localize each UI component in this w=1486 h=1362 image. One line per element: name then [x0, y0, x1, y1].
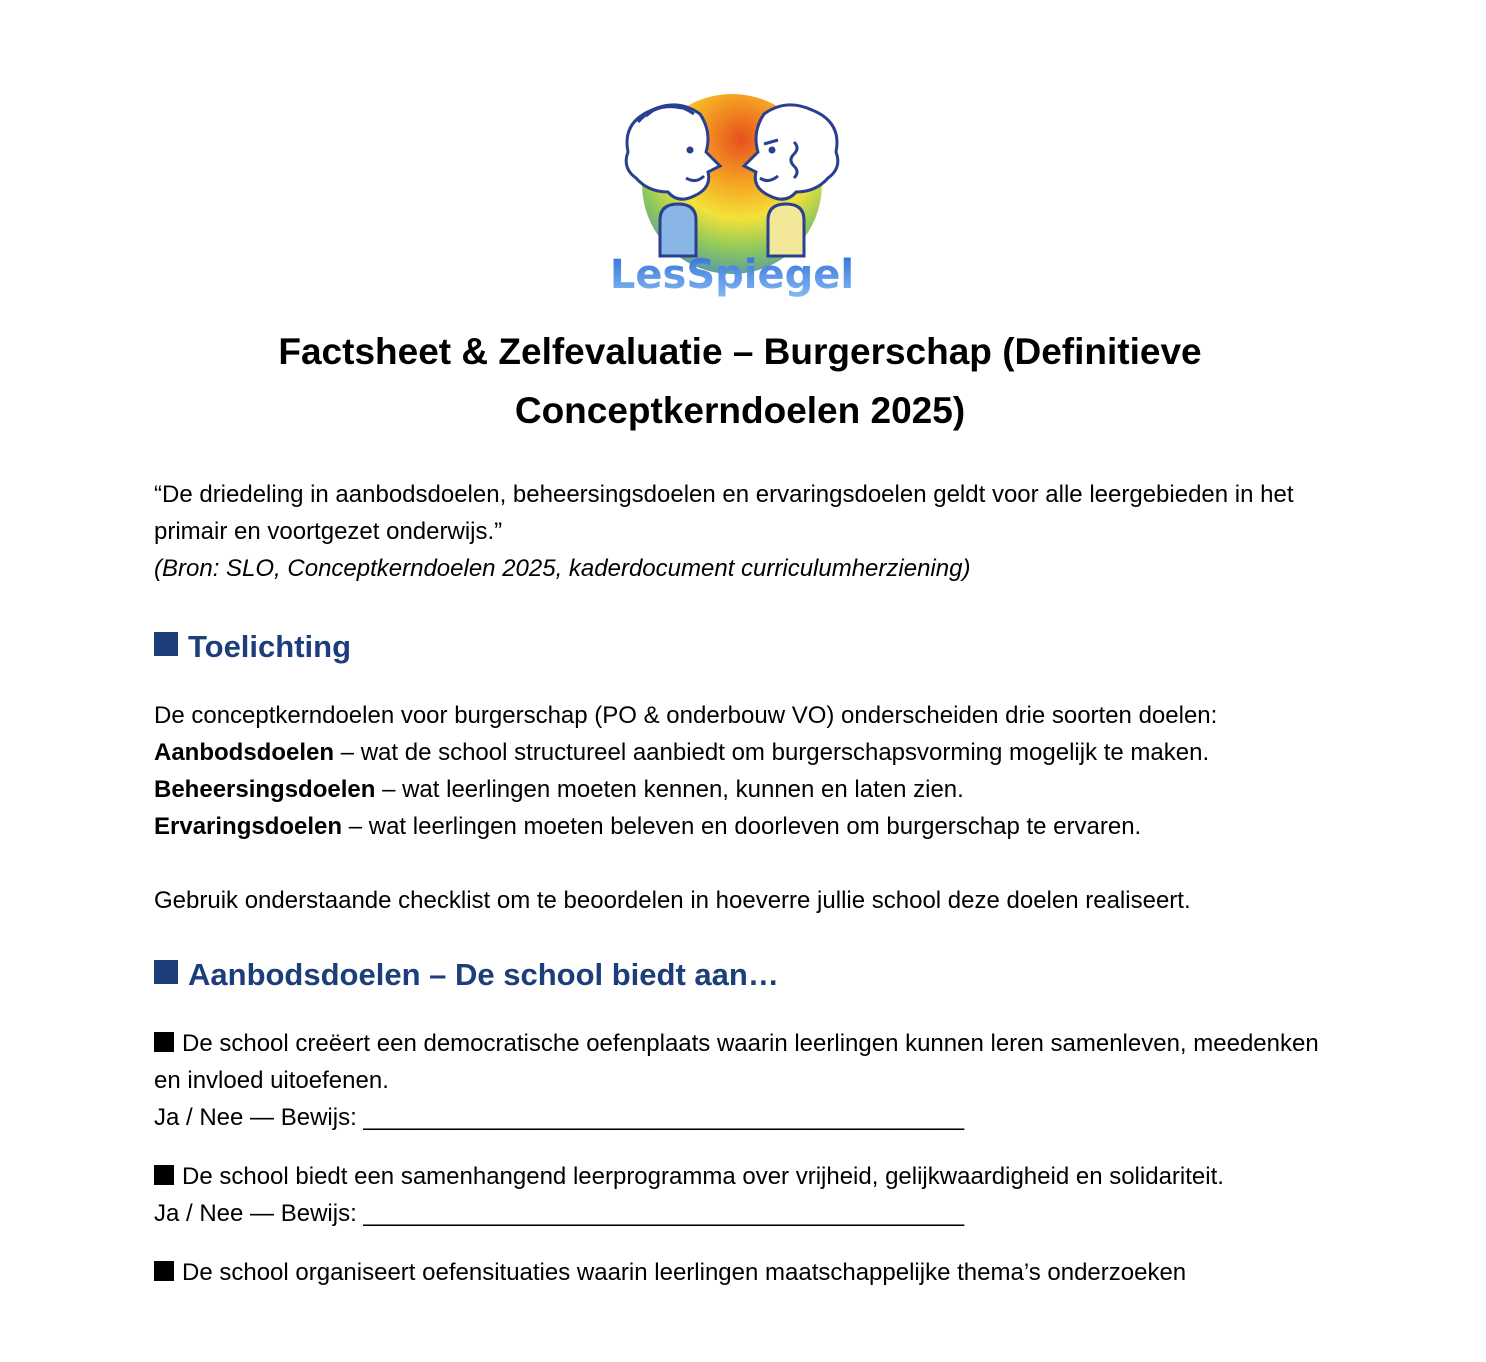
checklist-item-answer: Ja / Nee — Bewijs: _____________________________________________ [154, 1200, 965, 1227]
checklist-usage-text: Gebruik onderstaande checklist om te beoordelen in hoeverre jullie school deze doelen realiseert. [154, 887, 1191, 914]
spacer [154, 845, 1344, 882]
goal-type-desc: – wat leerlingen moeten kennen, kunnen en laten zien. [375, 776, 964, 803]
two-faces-rainbow-logo-icon [608, 92, 856, 302]
goal-type-term: Ervaringsdoelen [154, 813, 343, 840]
checklist-item-text [154, 1025, 1344, 1099]
checklist-item [154, 1158, 1344, 1232]
checkbox-square-icon [154, 1032, 174, 1052]
checkbox-square-icon [154, 1261, 174, 1281]
item-statement: De school biedt een samenhangend leerprogramma over vrijheid, gelijkwaardigheid en solidariteit. [182, 1163, 1224, 1190]
goal-type-desc: – wat de school structureel aanbiedt om burgerschapsvorming mogelijk te maken. [334, 739, 1210, 766]
checklist-item [154, 1254, 1344, 1291]
item-statement: De school creëert een democratische oefenplaats waarin leerlingen kunnen leren samenleven, meedenken en invloed uitoefenen. [154, 1030, 1319, 1094]
checklist-item-text [154, 1254, 1344, 1291]
goal-type-beheersing [154, 771, 1344, 808]
checklist-item-text [154, 1158, 1344, 1195]
quote-source: (Bron: SLO, Conceptkerndoelen 2025, kaderdocument curriculumherziening) [154, 555, 971, 582]
checklist-item [154, 1025, 1344, 1136]
toelichting-body [154, 697, 1344, 919]
item-statement: De school organiseert oefensituaties waarin leerlingen maatschappelijke thema’s onderzoeken [182, 1259, 1187, 1286]
logo-text: LesSpiegel [609, 252, 855, 298]
lesspiegel-logo [608, 92, 856, 302]
checkbox-square-icon [154, 1165, 174, 1185]
page-title: Factsheet & Zelfevaluatie – Burgerschap (Definitieve Conceptkerndoelen 2025) [278, 331, 1202, 431]
toelichting-intro: De conceptkerndoelen voor burgerschap (PO & onderbouw VO) onderscheiden drie soorten doelen: [154, 702, 1218, 729]
square-bullet-icon [154, 632, 178, 656]
goal-type-aanbod [154, 734, 1344, 771]
goal-type-desc: – wat leerlingen moeten beleven en doorleven om burgerschap te ervaren. [342, 813, 1142, 840]
quote-text: “De driedeling in aanbodsdoelen, beheersingsdoelen en ervaringsdoelen geldt voor alle leergebieden in het primair en voortgezet onderwijs.” [154, 481, 1294, 545]
goal-type-term: Beheersingsdoelen [154, 776, 376, 803]
quote-block [154, 476, 1344, 587]
section-heading-text: Toelichting [188, 629, 352, 664]
goal-type-term: Aanbodsdoelen [154, 739, 335, 766]
checklist-item-answer: Ja / Nee — Bewijs: _____________________________________________ [154, 1104, 965, 1131]
section-heading-toelichting [154, 623, 1344, 671]
section-heading-aanbodsdoelen [154, 951, 1344, 999]
document-body [154, 476, 1344, 1313]
square-bullet-icon [154, 960, 178, 984]
section-heading-text: Aanbodsdoelen – De school biedt aan… [188, 957, 779, 992]
goal-type-ervaring [154, 808, 1344, 845]
